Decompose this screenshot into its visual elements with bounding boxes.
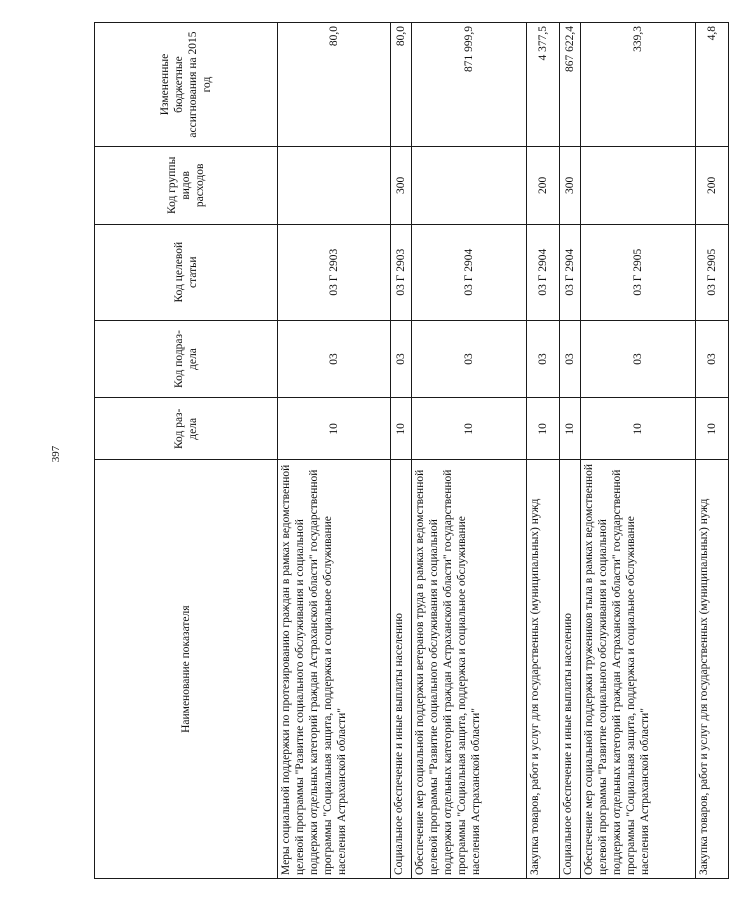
row-podrazdel: 03	[581, 320, 696, 398]
table-row	[278, 23, 391, 879]
row-name: Социальное обеспечение и иные выплаты населению	[560, 460, 581, 879]
row-razdel: 10	[581, 398, 696, 460]
row-vid	[581, 147, 696, 225]
row-razdel: 10	[412, 398, 527, 460]
table-row	[696, 23, 729, 879]
row-statya: 03 Г 2905	[581, 224, 696, 320]
row-name: Обеспечение мер социальной поддержки тружеников тыла в рамках ведомственной целевой программы "Развитие социального обслуживания и социальной поддержки отдельных категорий граждан Астраханской области" государственной программы "Социальная защита, поддержка и социальное обслуживание населения Астраханской области"	[581, 460, 696, 879]
row-podrazdel: 03	[560, 320, 581, 398]
header-statya: Код целевой статьи	[95, 224, 278, 320]
row-sum: 339,3	[581, 23, 696, 147]
row-razdel: 10	[278, 398, 391, 460]
row-podrazdel: 03	[412, 320, 527, 398]
row-name: Закупка товаров, работ и услуг для государственных (муниципальных) нужд	[696, 460, 729, 879]
row-name: Меры социальной поддержки по протезированию граждан в рамках ведомственной целевой программы "Развитие социального обслуживания и социальной поддержки отдельных категорий граждан Астраханской области" государственной программы "Социальная защита, поддержка и социальное обслуживание населения Астраханской области"	[278, 460, 391, 879]
table-row	[581, 23, 696, 879]
row-razdel: 10	[527, 398, 560, 460]
row-razdel: 10	[560, 398, 581, 460]
header-podrazdel: Код подраз- дела	[95, 320, 278, 398]
row-podrazdel: 03	[391, 320, 412, 398]
row-name: Социальное обеспечение и иные выплаты населению	[391, 460, 412, 879]
row-vid: 300	[560, 147, 581, 225]
row-sum: 80,0	[391, 23, 412, 147]
row-statya: 03 Г 2903	[278, 224, 391, 320]
row-statya: 03 Г 2904	[412, 224, 527, 320]
row-sum: 871 999,9	[412, 23, 527, 147]
page-number: 397	[50, 445, 62, 463]
table-row	[527, 23, 560, 879]
header-vid: Код группы видов расходов	[95, 147, 278, 225]
row-podrazdel: 03	[278, 320, 391, 398]
row-sum: 4,8	[696, 23, 729, 147]
budget-table	[94, 22, 729, 879]
row-sum: 4 377,5	[527, 23, 560, 147]
row-razdel: 10	[391, 398, 412, 460]
row-statya: 03 Г 2904	[527, 224, 560, 320]
row-name: Закупка товаров, работ и услуг для государственных (муниципальных) нужд	[527, 460, 560, 879]
row-podrazdel: 03	[696, 320, 729, 398]
row-sum: 867 622,4	[560, 23, 581, 147]
row-vid: 200	[527, 147, 560, 225]
table-row	[391, 23, 412, 879]
rotated-table-container	[94, 22, 718, 879]
row-vid: 200	[696, 147, 729, 225]
row-name: Обеспечение мер социальной поддержки ветеранов труда в рамках ведомственной целевой программы "Развитие социального обслуживания и социальной поддержки отдельных категорий граждан Астраханской области" государственной программы "Социальная защита, поддержка и социальное обслуживание населения Астраханской области"	[412, 460, 527, 879]
row-statya: 03 Г 2904	[560, 224, 581, 320]
header-razdel: Код раз- дела	[95, 398, 278, 460]
row-statya: 03 Г 2905	[696, 224, 729, 320]
table-row	[560, 23, 581, 879]
row-vid	[412, 147, 527, 225]
header-name: Наименование показателя	[95, 460, 278, 879]
row-vid	[278, 147, 391, 225]
row-statya: 03 Г 2903	[391, 224, 412, 320]
row-vid: 300	[391, 147, 412, 225]
row-razdel: 10	[696, 398, 729, 460]
header-row	[95, 23, 278, 879]
row-sum: 80,0	[278, 23, 391, 147]
row-podrazdel: 03	[527, 320, 560, 398]
header-sum: Измененные бюджетные ассигнования на 2015 год	[95, 23, 278, 147]
table-row	[412, 23, 527, 879]
